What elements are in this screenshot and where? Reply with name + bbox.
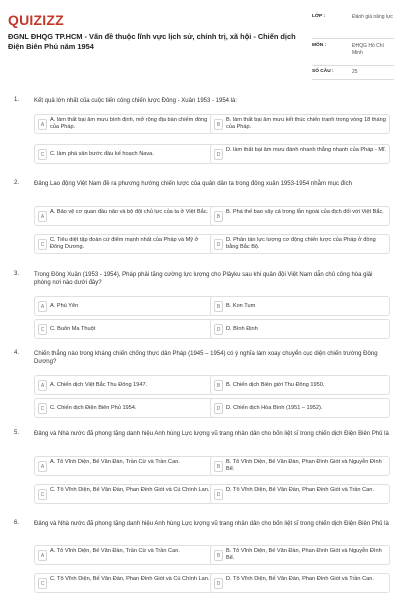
option-letter: C [38, 489, 47, 500]
option-letter: D [214, 324, 223, 335]
meta-count-row [312, 66, 394, 80]
question-number: 3. [14, 271, 20, 277]
option-letter: C [38, 149, 47, 160]
option-text: A. làm thất bại âm mưu bình định, mở rộng địa bàn chiếm đóng của Pháp. [50, 117, 208, 131]
meta-class-label: LỚP : [312, 14, 326, 19]
option-b[interactable] [210, 375, 390, 395]
option-d[interactable] [210, 573, 390, 593]
option-d[interactable] [210, 398, 390, 418]
option-letter: C [38, 324, 47, 335]
option-text: D. làm thất bại âm mưu đánh nhanh thắng nhanh của Pháp - Mĩ. [226, 147, 387, 153]
option-letter: B [214, 550, 223, 561]
option-text: A. Tô Vĩnh Diện, Bế Văn Đàn, Trần Cừ và Trần Can. [50, 548, 180, 554]
option-text: D. Tô Vĩnh Diện, Bế Văn Đàn, Phan Đình Giót và Trần Can. [226, 487, 374, 493]
option-text: B. Tô Vĩnh Diện, Bế Văn Đàn, Phan Đình Giót và Nguyễn Đình Bể. [226, 548, 382, 562]
option-text: D. Bình Định [226, 326, 258, 332]
option-a[interactable] [34, 114, 214, 134]
quizizz-logo: QUIZIZZ [8, 12, 64, 28]
question-text: Đảng và Nhà nước đã phong tặng danh hiệu Anh hùng Lực lượng vũ trang nhân dân cho bốn liệt sĩ trong chiến dịch Điện Biên Phủ là [34, 521, 389, 527]
option-text: B. Phá thế bao vây cả trong lẫn ngoài của địch đối với Việt Bắc. [226, 209, 384, 215]
option-text: A. Bảo vệ cơ quan đầu não và bộ đội chủ lực của ta ở Việt Bắc. [50, 209, 209, 215]
question-text: Đảng và Nhà nước đã phong tặng danh hiệu Anh hùng Lực lượng vũ trang nhân dân cho bốn liệt sĩ trong chiến dịch Điện Biên Phủ là [34, 431, 389, 437]
option-c[interactable] [34, 234, 214, 254]
option-letter: A [38, 550, 47, 561]
option-letter: B [214, 119, 223, 130]
option-letter: D [214, 403, 223, 414]
question-number: 1. [14, 97, 20, 103]
option-text: C. Tiêu diệt tập đoàn cứ điểm mạnh nhất của Pháp và Mỹ ở Đông Dương. [50, 237, 199, 251]
option-text: B. Kon Tum [226, 303, 256, 309]
meta-count-value: 25 [352, 69, 358, 75]
meta-class-row [312, 12, 394, 39]
option-c[interactable] [34, 398, 214, 418]
question-number: 6. [14, 520, 20, 526]
option-letter: B [214, 301, 223, 312]
question-text: Kết quả lớn nhất của cuộc tiến công chiến lược Đông - Xuân 1953 - 1954 là: [34, 98, 238, 104]
option-text: C. Tô Vĩnh Diện, Bế Văn Đàn, Phan Đình Giót và Cù Chính Lan. [50, 487, 210, 493]
option-text: C. làm phá sản bước đầu kế hoạch Nava. [50, 151, 154, 157]
option-a[interactable] [34, 545, 214, 565]
option-letter: A [38, 211, 47, 222]
option-letter: A [38, 301, 47, 312]
option-letter: D [214, 239, 223, 250]
option-letter: A [38, 461, 47, 472]
option-letter: A [38, 119, 47, 130]
option-a[interactable] [34, 456, 214, 476]
option-b[interactable] [210, 296, 390, 316]
option-letter: B [214, 380, 223, 391]
option-text: A. Tô Vĩnh Diện, Bế Văn Đàn, Trần Cừ và Trần Can. [50, 459, 180, 465]
question-number: 5. [14, 430, 20, 436]
worksheet-header [0, 0, 400, 84]
option-letter: C [38, 403, 47, 414]
option-letter: D [214, 489, 223, 500]
option-d[interactable] [210, 319, 390, 339]
question-text: Trong Đông Xuân (1953 - 1954), Pháp phải tăng cường lực lượng cho Plâyku sau khi quân đội Việt Nam dẫn chủ công hòa giải phóng nơi nào dưới đây? [34, 272, 373, 286]
option-text: C. Tô Vĩnh Diện, Bế Văn Đàn, Phan Đình Giót và Cù Chính Lan. [50, 576, 210, 582]
question-text: Chiến thắng nào trong kháng chiến chống thực dân Pháp (1945 – 1954) có ý nghĩa làm xoay chuyển cục diện chiến trường Đông Dương? [34, 351, 378, 365]
question-number: 2. [14, 180, 20, 186]
option-text: A. Chiến dịch Việt Bắc Thu Đông 1947. [50, 382, 148, 388]
option-b[interactable] [210, 456, 390, 476]
option-text: B. làm thất bại âm mưu kết thúc chiến tranh trong vòng 18 tháng của Pháp. [226, 117, 386, 131]
option-a[interactable] [34, 206, 214, 226]
option-b[interactable] [210, 545, 390, 565]
option-letter: A [38, 380, 47, 391]
option-c[interactable] [34, 573, 214, 593]
option-letter: D [214, 578, 223, 589]
option-letter: C [38, 239, 47, 250]
worksheet-meta [312, 12, 394, 80]
option-text: D. Tô Vĩnh Diện, Bế Văn Đàn, Phan Đình Giót và Trần Can. [226, 576, 374, 582]
option-b[interactable] [210, 206, 390, 226]
question-number: 4. [14, 350, 20, 356]
option-letter: D [214, 149, 223, 160]
option-c[interactable] [34, 144, 214, 164]
option-text: B. Tô Vĩnh Diện, Bế Văn Đàn, Phan Đình Giót và Nguyễn Đình Bể. [226, 459, 382, 473]
option-b[interactable] [210, 114, 390, 134]
option-letter: B [214, 211, 223, 222]
option-text: D. Phân tán lực lượng cơ động chiến lược của Pháp ở đồng bằng Bắc Bộ. [226, 237, 376, 251]
option-c[interactable] [34, 484, 214, 504]
option-text: C. Chiến dịch Điện Biên Phủ 1954. [50, 405, 137, 411]
meta-subject-value: ĐHQG Hồ Chí Minh [352, 43, 384, 56]
option-d[interactable] [210, 144, 390, 164]
option-text: C. Buôn Ma Thuột [50, 326, 96, 332]
option-a[interactable] [34, 375, 214, 395]
option-text: D. Chiến dịch Hòa Bình (1951 – 1952). [226, 405, 323, 411]
worksheet-title: ĐGNL ĐHQG TP.HCM - Vấn đề thuộc lĩnh vực lịch sử, chính trị, xã hội - Chiến dịch Điện Biên Phủ năm 1954 [8, 32, 296, 51]
meta-subject-row [312, 39, 394, 66]
option-a[interactable] [34, 296, 214, 316]
option-d[interactable] [210, 484, 390, 504]
meta-count-label: SỐ CÂU : [312, 69, 334, 74]
option-c[interactable] [34, 319, 214, 339]
meta-class-value: Đánh giá năng lực [352, 14, 393, 20]
option-text: B. Chiến dịch Biên giới Thu Đông 1950. [226, 382, 325, 388]
meta-subject-label: MÔN : [312, 43, 327, 48]
question-text: Đảng Lao động Việt Nam đề ra phương hướng chiến lược của quân dân ta trong đông xuân 1953-1954 nhằm mục đích [34, 181, 352, 187]
option-d[interactable] [210, 234, 390, 254]
option-letter: B [214, 461, 223, 472]
option-letter: C [38, 578, 47, 589]
option-text: A. Phú Yên [50, 303, 79, 309]
